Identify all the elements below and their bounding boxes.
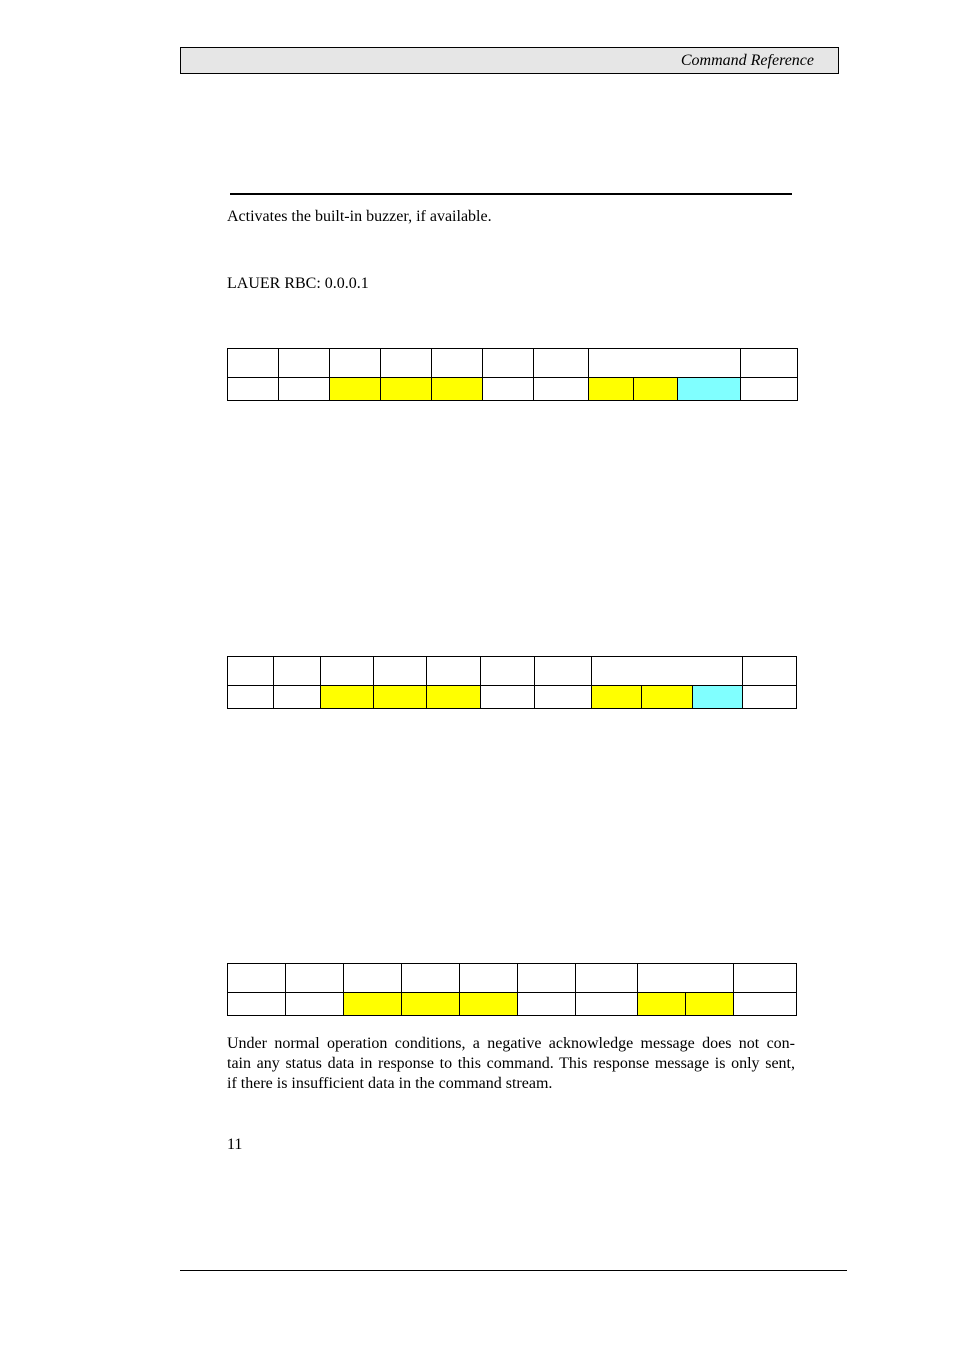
- frame-data-cell: [381, 378, 432, 401]
- frame-header-cell: [592, 657, 743, 686]
- frame-header-cell: [228, 657, 274, 686]
- frame-header-cell: [432, 349, 483, 378]
- header-title: Command Reference: [680, 52, 814, 69]
- frame-header-cell: [481, 657, 535, 686]
- frame-data-cell: [743, 686, 797, 709]
- frame-header-cell: [741, 349, 798, 378]
- version-info: LAUER RBC: 0.0.0.1: [227, 275, 369, 292]
- frame-header-cell: [734, 964, 797, 993]
- frame-data-cell: [330, 378, 381, 401]
- frame-data-cell: [274, 686, 321, 709]
- frame-header-cell: [374, 657, 427, 686]
- frame-header-cell: [274, 657, 321, 686]
- frame-data-cell: [483, 378, 534, 401]
- frame-header-cell: [427, 657, 481, 686]
- frame-header-cell: [589, 349, 741, 378]
- code-value: 11: [227, 1136, 243, 1153]
- frame-header-cell: [518, 964, 576, 993]
- page-header: [180, 47, 839, 74]
- frame-data-cell: [734, 993, 797, 1016]
- frame-data-cell: [693, 686, 743, 709]
- frame-data-cell: [432, 378, 483, 401]
- frame-header-cell: [535, 657, 592, 686]
- frame-data-cell: [592, 686, 642, 709]
- nak-note-line: Under normal operation conditions, a negative acknowledge message does not con-: [227, 1035, 795, 1052]
- frame-data-cell: [535, 686, 592, 709]
- frame-header-cell: [402, 964, 460, 993]
- frame-data-cell: [638, 993, 686, 1016]
- frame-data-cell: [589, 378, 634, 401]
- frame-data-cell: [534, 378, 589, 401]
- nak-note: [227, 1034, 795, 1094]
- frame-header-cell: [228, 349, 279, 378]
- frame-data-cell: [228, 378, 279, 401]
- frame-data-cell: [576, 993, 638, 1016]
- command-description: Activates the built-in buzzer, if available.: [227, 208, 492, 225]
- frame-data-cell: [678, 378, 741, 401]
- frame-data-cell: [686, 993, 734, 1016]
- frame-data-cell: [279, 378, 330, 401]
- frame-header-cell: [534, 349, 589, 378]
- frame-header-cell: [576, 964, 638, 993]
- frame-data-cell: [402, 993, 460, 1016]
- section-rule: [230, 193, 792, 195]
- frame-data-cell: [427, 686, 481, 709]
- frame-header-cell: [743, 657, 797, 686]
- frame-header-cell: [330, 349, 381, 378]
- response-frame-table: [227, 656, 797, 709]
- frame-header-cell: [381, 349, 432, 378]
- frame-data-cell: [286, 993, 344, 1016]
- frame-data-cell: [321, 686, 374, 709]
- frame-header-cell: [460, 964, 518, 993]
- frame-data-cell: [374, 686, 427, 709]
- frame-data-cell: [460, 993, 518, 1016]
- frame-data-cell: [344, 993, 402, 1016]
- frame-header-cell: [228, 964, 286, 993]
- command-frame-table: [227, 348, 798, 401]
- frame-header-cell: [286, 964, 344, 993]
- frame-data-cell: [642, 686, 693, 709]
- frame-header-cell: [344, 964, 402, 993]
- frame-data-cell: [228, 686, 274, 709]
- frame-data-cell: [741, 378, 798, 401]
- footer-rule: [180, 1270, 847, 1271]
- nak-note-line: if there is insufficient data in the command stream.: [227, 1075, 553, 1092]
- frame-header-cell: [321, 657, 374, 686]
- frame-header-cell: [279, 349, 330, 378]
- frame-data-cell: [228, 993, 286, 1016]
- nak-note-line: tain any status data in response to this command. This response message is only sent,: [227, 1055, 795, 1072]
- nak-frame-table: [227, 963, 797, 1016]
- frame-data-cell: [634, 378, 678, 401]
- frame-data-cell: [481, 686, 535, 709]
- frame-header-cell: [638, 964, 734, 993]
- frame-data-cell: [518, 993, 576, 1016]
- frame-header-cell: [483, 349, 534, 378]
